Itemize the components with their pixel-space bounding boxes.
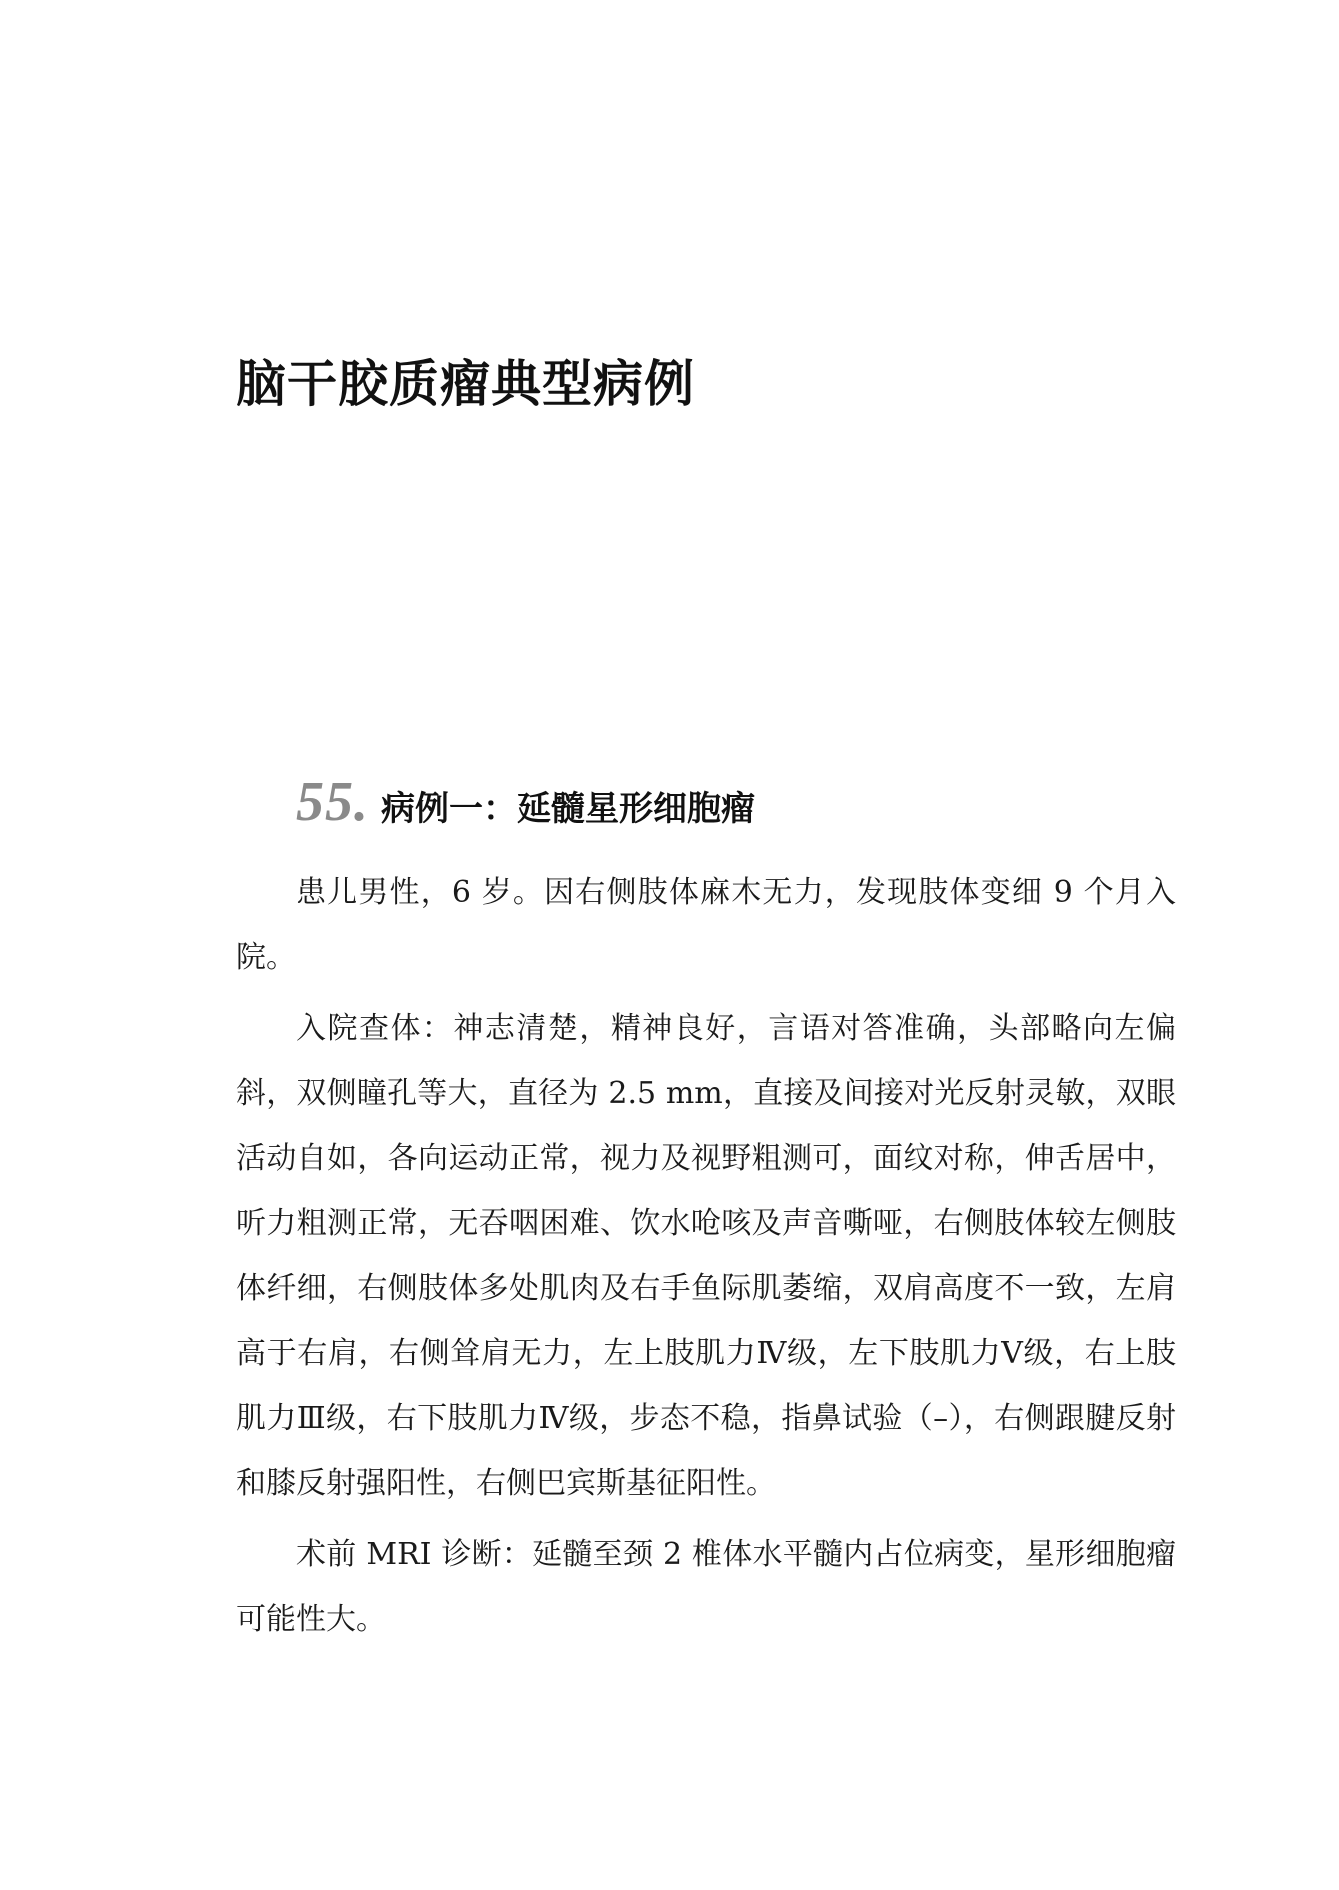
paragraph-physical-exam: 入院查体：神志清楚，精神良好，言语对答准确，头部略向左偏斜，双侧瞳孔等大，直径为 2.5 mm，直接及间接对光反射灵敏，双眼活动自如，各向运动正常，视力及视野粗测可，面纹对称，伸舌居中，听力粗测正常，无吞咽困难、饮水呛咳及声音嘶哑，右侧肢体较左侧肢体纤细，右侧肢体多处肌肉及右手鱼际肌萎缩，双肩高度不一致，左肩高于右肩，右侧耸肩无力，左上肢肌力Ⅳ级，左下肢肌力Ⅴ级，右上肢肌力Ⅲ级，右下肢肌力Ⅳ级，步态不稳，指鼻试验（–），右侧跟腱反射和膝反射强阳性，右侧巴宾斯基征阳性。 xyxy=(236,1011,1176,1501)
section-heading xyxy=(296,770,755,834)
paragraph-history: 患儿男性，6 岁。因右侧肢体麻木无力，发现肢体变细 9 个月入院。 xyxy=(236,875,1176,975)
section-title: 病例一：延髓星形细胞瘤 xyxy=(381,789,755,829)
paragraph-mri-diagnosis: 术前 MRI 诊断：延髓至颈 2 椎体水平髓内占位病变，星形细胞瘤可能性大。 xyxy=(236,1537,1176,1637)
chapter-title: 脑干胶质瘤典型病例 xyxy=(236,354,695,413)
case-body xyxy=(236,860,1176,1658)
section-number: 55. xyxy=(296,771,369,833)
